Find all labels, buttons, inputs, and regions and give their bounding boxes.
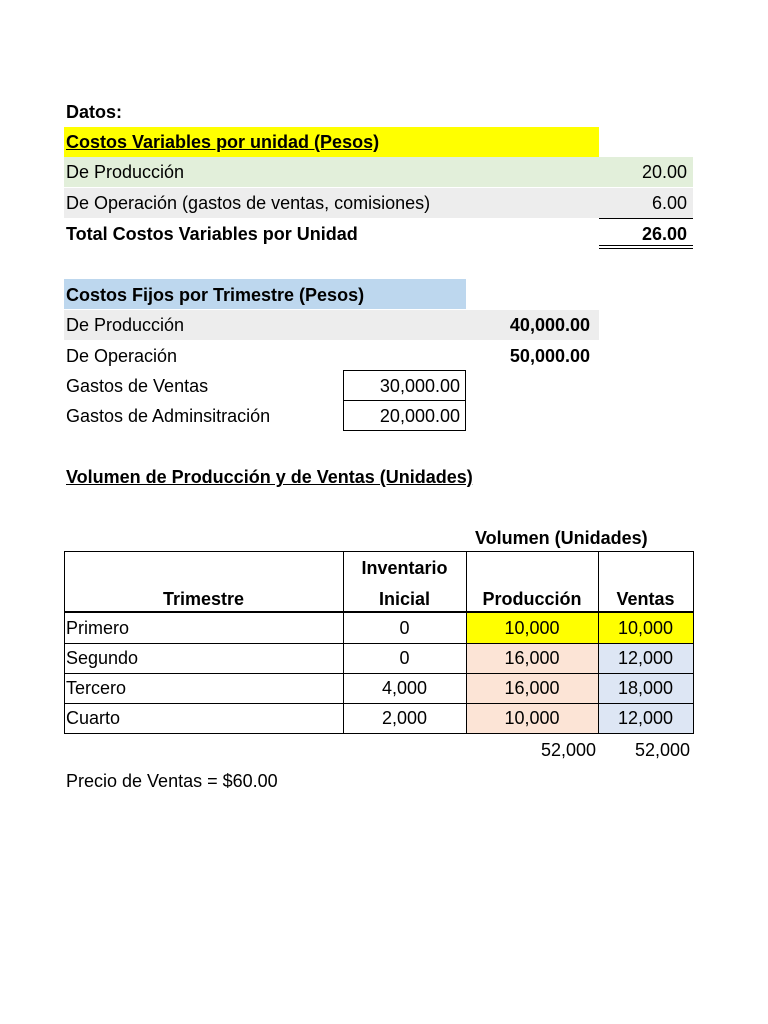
row-produccion: 16,000 (504, 648, 560, 668)
fijos-detail-box-divider (343, 400, 466, 401)
precio-ventas-text: Precio de Ventas = $60.00 (66, 771, 278, 791)
table-left-border (64, 551, 65, 734)
fijos-ventas-label: Gastos de Ventas (66, 376, 209, 396)
variable-costs-heading: Costos Variables por unidad (Pesos) (66, 132, 380, 152)
col-header-inventario-line2: Inicial (378, 589, 431, 609)
col-header-ventas: Ventas (616, 589, 675, 609)
total-ventas: 52,000 (634, 740, 690, 760)
volume-heading: Volumen de Producción y de Ventas (Unidades) (66, 467, 473, 487)
total-produccion: 52,000 (540, 740, 596, 760)
fixed-costs-heading: Costos Fijos por Trimestre (Pesos) (66, 285, 365, 305)
variable-total-double-line-1 (599, 245, 693, 246)
row-ventas: 12,000 (617, 708, 674, 728)
col-header-produccion: Producción (482, 589, 582, 609)
volume-group-header: Volumen (Unidades) (475, 528, 648, 548)
variable-operacion-value: 6.00 (651, 193, 687, 213)
row-inventario: 2,000 (381, 708, 428, 728)
row-inventario: 4,000 (381, 678, 428, 698)
row-trimestre: Tercero (66, 678, 127, 698)
row-ventas: 18,000 (617, 678, 674, 698)
row-inventario: 0 (399, 618, 410, 638)
row-produccion: 10,000 (504, 618, 560, 638)
row-ventas: 12,000 (617, 648, 674, 668)
fijos-produccion-value: 40,000.00 (509, 315, 590, 335)
fijos-admin-value: 20,000.00 (379, 406, 460, 426)
table-right-border (693, 551, 694, 734)
row-trimestre: Cuarto (66, 708, 121, 728)
row-produccion: 16,000 (504, 678, 560, 698)
variable-produccion-value: 20.00 (641, 162, 687, 182)
variable-total-value: 26.00 (641, 224, 687, 244)
variable-total-double-line-2 (599, 248, 693, 249)
variable-produccion-label: De Producción (66, 162, 185, 182)
variable-subtotal-line (599, 218, 693, 219)
fijos-admin-label: Gastos de Adminsitración (66, 406, 271, 426)
table-bottom-border (64, 733, 694, 734)
table-top-border (64, 551, 694, 552)
row-trimestre: Segundo (66, 648, 139, 668)
row-inventario: 0 (399, 648, 410, 668)
variable-total-label: Total Costos Variables por Unidad (66, 224, 358, 244)
row-ventas: 10,000 (617, 618, 674, 638)
datos-label: Datos: (66, 102, 123, 122)
fijos-operacion-value: 50,000.00 (509, 346, 590, 366)
variable-operacion-label: De Operación (gastos de ventas, comisiones) (66, 193, 431, 213)
row-produccion: 10,000 (504, 708, 560, 728)
fijos-ventas-value: 30,000.00 (379, 376, 460, 396)
col-header-inventario-line1: Inventario (361, 558, 448, 578)
row-trimestre: Primero (66, 618, 130, 638)
fijos-operacion-label: De Operación (66, 346, 178, 366)
col-header-trimestre: Trimestre (162, 589, 245, 609)
fijos-produccion-label: De Producción (66, 315, 185, 335)
